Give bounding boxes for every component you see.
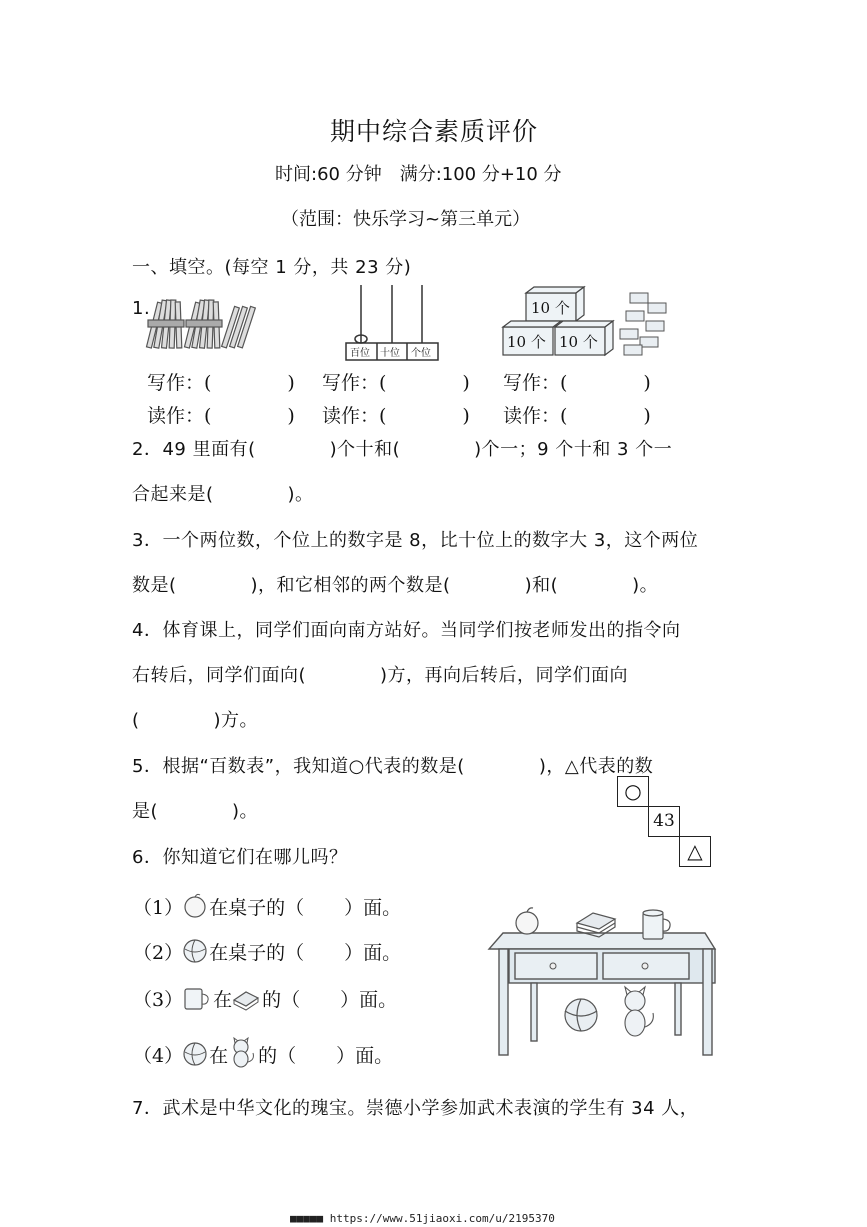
q4-line-2: 右转后，同学们面向( )方，再向后转后，同学们面向 [132, 665, 629, 686]
abacus-label-ones: 个位 [411, 348, 431, 359]
leg-front-left [499, 949, 508, 1055]
book-stack-icon [232, 986, 262, 1008]
abacus-label-tens: 十位 [380, 348, 400, 359]
stick-bundles-image [146, 296, 261, 354]
q2-line-2: 合起来是( )。 [132, 484, 314, 505]
q6-item-3 [133, 985, 397, 1012]
q1-read-2: 读作：( ) [322, 405, 470, 427]
q1-write-2: 写作：( ) [322, 372, 470, 394]
q1-write-3: 写作：( ) [503, 372, 651, 394]
bundle-2 [184, 300, 222, 348]
grid-cell-circle: ○ [617, 776, 649, 807]
grid-cell-43: 43 [648, 806, 680, 837]
ball-icon [183, 939, 209, 961]
q6-item-3-num: （3） [133, 989, 184, 1011]
q6-item-4 [133, 1038, 393, 1068]
apple-icon [183, 894, 209, 916]
q3-line-1: 3．一个两位数，个位上的数字是 8，比十位上的数字大 3，这个两位 [132, 530, 699, 551]
q6-item-4-num: （4） [133, 1045, 184, 1067]
q6-item-4-text-b: 的（ [258, 1045, 297, 1067]
q6-item-1 [133, 893, 401, 920]
page-title: 期中综合素质评价 [330, 117, 539, 146]
q6-line-1: 6．你知道它们在哪儿吗？ [132, 847, 348, 868]
q5-line-1: 5．根据“百数表”，我知道○代表的数是( )，△代表的数 [132, 756, 654, 777]
q6-item-2-text-a: 在桌子的（ [209, 942, 305, 964]
q6-item-3-text-c: ）面。 [340, 989, 398, 1011]
abacus-image [345, 283, 440, 363]
apple-on-table [516, 908, 538, 934]
q6-item-2-num: （2） [133, 942, 184, 964]
q5-line-2: 是( )。 [132, 801, 259, 822]
q6-item-1-text-b: ）面。 [344, 897, 402, 919]
q6-item-4-text-c: ）面。 [336, 1045, 394, 1067]
grid-cell-triangle: △ [679, 836, 711, 867]
scope-info: （范围：快乐学习~第三单元） [281, 209, 531, 230]
q6-item-2 [133, 938, 401, 965]
cat-icon [228, 1038, 258, 1064]
q6-item-2-text-b: ）面。 [344, 942, 402, 964]
box-label-2: 10 个 [507, 333, 546, 351]
table-scene-image [485, 905, 720, 1060]
boxes-image [500, 285, 675, 360]
leg-front-right [703, 949, 712, 1055]
abacus-label-hundreds: 百位 [350, 348, 370, 359]
small-boxes [620, 293, 666, 355]
q2-line-1: 2．49 里面有( )个十和( )个一；9 个十和 3 个一 [132, 439, 673, 460]
q6-item-1-num: （1） [133, 897, 184, 919]
cat-under-table [625, 987, 653, 1036]
ball-icon [183, 1042, 209, 1064]
q4-line-3: ( )方。 [132, 710, 259, 731]
q6-item-3-text-b: 的（ [262, 989, 301, 1011]
q1-read-1: 读作：( ) [147, 405, 295, 427]
hundred-chart-fragment [617, 776, 712, 866]
bundle-1 [146, 300, 184, 348]
ball-under-table [565, 999, 597, 1031]
q6-item-1-text-a: 在桌子的（ [209, 897, 305, 919]
cup-icon [183, 986, 213, 1008]
q1-number: 1. [132, 298, 151, 319]
q6-item-4-text-a: 在 [209, 1045, 229, 1067]
q1-read-3: 读作：( ) [503, 405, 651, 427]
box-label-3: 10 个 [559, 333, 598, 351]
time-info: 时间:60 分钟 满分:100 分+10 分 [275, 164, 562, 185]
leg-back-left [531, 983, 537, 1041]
q3-line-2: 数是( )，和它相邻的两个数是( )和( )。 [132, 575, 659, 596]
footer-url[interactable]: ■■■■■ https://www.51jiaoxi.com/u/2195370 [290, 1212, 555, 1225]
leg-back-right [675, 983, 681, 1035]
q6-item-3-text-a: 在 [213, 989, 233, 1011]
loose-sticks [222, 306, 256, 347]
q1-write-1: 写作：( ) [147, 372, 295, 394]
section-heading: 一、填空。(每空 1 分，共 23 分) [132, 257, 412, 278]
box-label-1: 10 个 [531, 299, 570, 317]
q4-line-1: 4．体育课上，同学们面向南方站好。当同学们按老师发出的指令向 [132, 620, 681, 641]
q7-line-1: 7．武术是中华文化的瑰宝。崇德小学参加武术表演的学生有 34 人， [132, 1098, 699, 1119]
